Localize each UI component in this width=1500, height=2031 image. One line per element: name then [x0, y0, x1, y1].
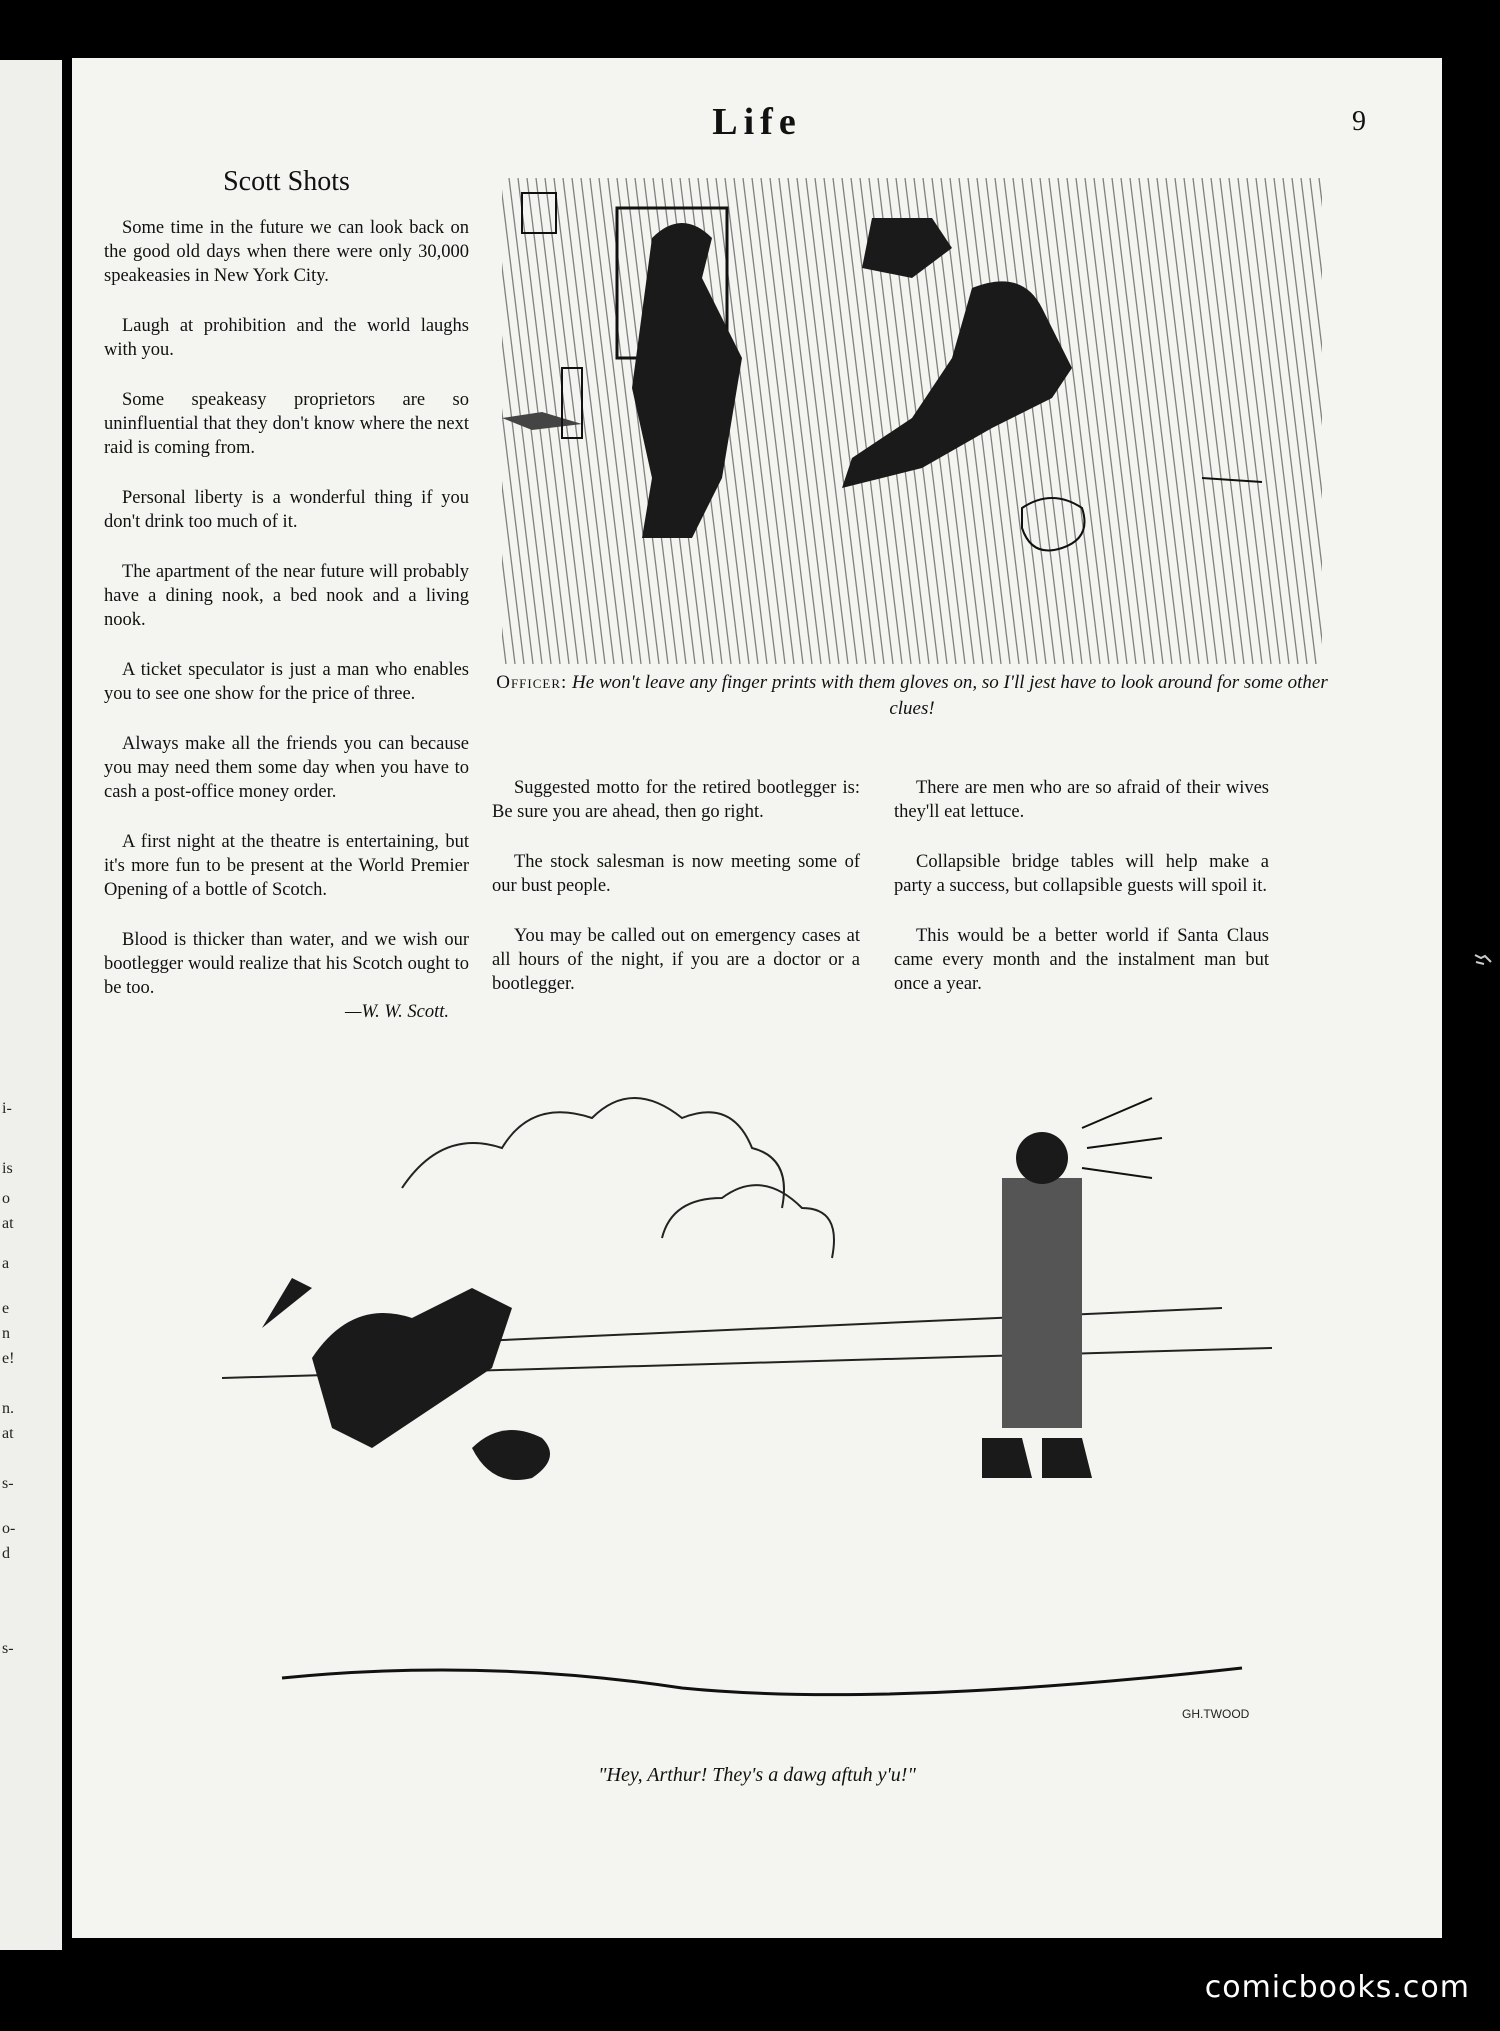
dog-chase-cartoon-caption: "Hey, Arthur! They's a dawg aftuh y'u!"	[598, 1764, 916, 1786]
joke-paragraph: Some speakeasy proprietors are so uninfluential that they don't know where the next raid is coming from.	[104, 390, 469, 458]
joke-paragraph: The apartment of the near future will probably have a dining nook, a bed nook and a living nook.	[104, 562, 469, 630]
joke-paragraph: There are men who are so afraid of their wives they'll eat lettuce.	[894, 778, 1269, 822]
byline: —W. W. Scott.	[345, 1002, 449, 1022]
caption-speaker: Officer:	[496, 672, 568, 693]
middle-column	[492, 776, 860, 1022]
adjacent-page-text-fragment: at	[2, 1215, 14, 1232]
joke-paragraph: Always make all the friends you can because you may need them some day when you have to cash a post-office money order.	[104, 734, 469, 802]
joke-paragraph: You may be called out on emergency cases at all hours of the night, if you are a doctor or a bootlegger.	[492, 926, 860, 994]
adjacent-page-text-fragment: e!	[2, 1350, 15, 1367]
joke-paragraph: Personal liberty is a wonderful thing if you don't drink too much of it.	[104, 488, 469, 532]
officer-cartoon-caption	[492, 670, 1332, 722]
dog-chase-cartoon-illustration	[222, 1068, 1322, 1738]
scott-shots-column	[104, 166, 469, 1023]
joke-paragraph: Laugh at prohibition and the world laughs with you.	[104, 316, 469, 360]
margin-mark	[1470, 950, 1500, 970]
adjacent-page-text-fragment: o	[2, 1190, 10, 1207]
adjacent-page-text-fragment: e	[2, 1300, 10, 1317]
masthead: Life	[712, 101, 802, 143]
joke-paragraph: Suggested motto for the retired bootlegger is: Be sure you are ahead, then go right.	[492, 778, 860, 822]
adjacent-page-text-fragment: o-	[2, 1520, 16, 1537]
joke-paragraph: Blood is thicker than water, and we wish our bootlegger would realize that his Scotch ought to be too.	[104, 930, 469, 998]
right-column	[894, 776, 1269, 1022]
caption-quote: He won't leave any finger prints with them gloves on, so I'll jest have to look around for some other clues!	[572, 672, 1328, 719]
officer-cartoon-illustration	[502, 178, 1322, 664]
artist-signature: GH.TWOOD	[1182, 1707, 1250, 1721]
joke-paragraph: The stock salesman is now meeting some of our bust people.	[492, 852, 860, 896]
page-number: 9	[1352, 106, 1366, 137]
adjacent-page-text-fragment: n.	[2, 1400, 14, 1417]
adjacent-page-text-fragment: s-	[2, 1640, 14, 1657]
joke-paragraph: Collapsible bridge tables will help make a party a success, but collapsible guests will spoil it.	[894, 852, 1269, 896]
dog-chase-cartoon-drawing	[222, 1068, 1322, 1738]
officer-cartoon-drawing	[502, 178, 1322, 664]
adjacent-page-text-fragment: is	[2, 1160, 13, 1177]
adjacent-page-text-fragment: a	[2, 1255, 10, 1272]
joke-paragraph: This would be a better world if Santa Claus came every month and the instalment man but once a year.	[894, 926, 1269, 994]
adjacent-page-strip	[0, 60, 62, 1950]
joke-paragraph: A ticket speculator is just a man who enables you to see one show for the price of three.	[104, 660, 469, 704]
watermark: comicbooks.com	[1204, 1970, 1470, 2005]
adjacent-page-text-fragment: s-	[2, 1475, 14, 1492]
joke-paragraph: A first night at the theatre is entertaining, but it's more fun to be present at the World Premier Opening of a bottle of Scotch.	[104, 832, 469, 900]
adjacent-page-text-fragment: i-	[2, 1100, 12, 1117]
article-title: Scott Shots	[223, 166, 350, 197]
adjacent-page-text-fragment: d	[2, 1545, 10, 1562]
adjacent-page-text-fragment: n	[2, 1325, 10, 1342]
joke-paragraph: Some time in the future we can look back on the good old days when there were only 30,000 speakeasies in New York City.	[104, 218, 469, 286]
adjacent-page-text-fragment: at	[2, 1425, 14, 1442]
magazine-page	[72, 58, 1442, 1938]
